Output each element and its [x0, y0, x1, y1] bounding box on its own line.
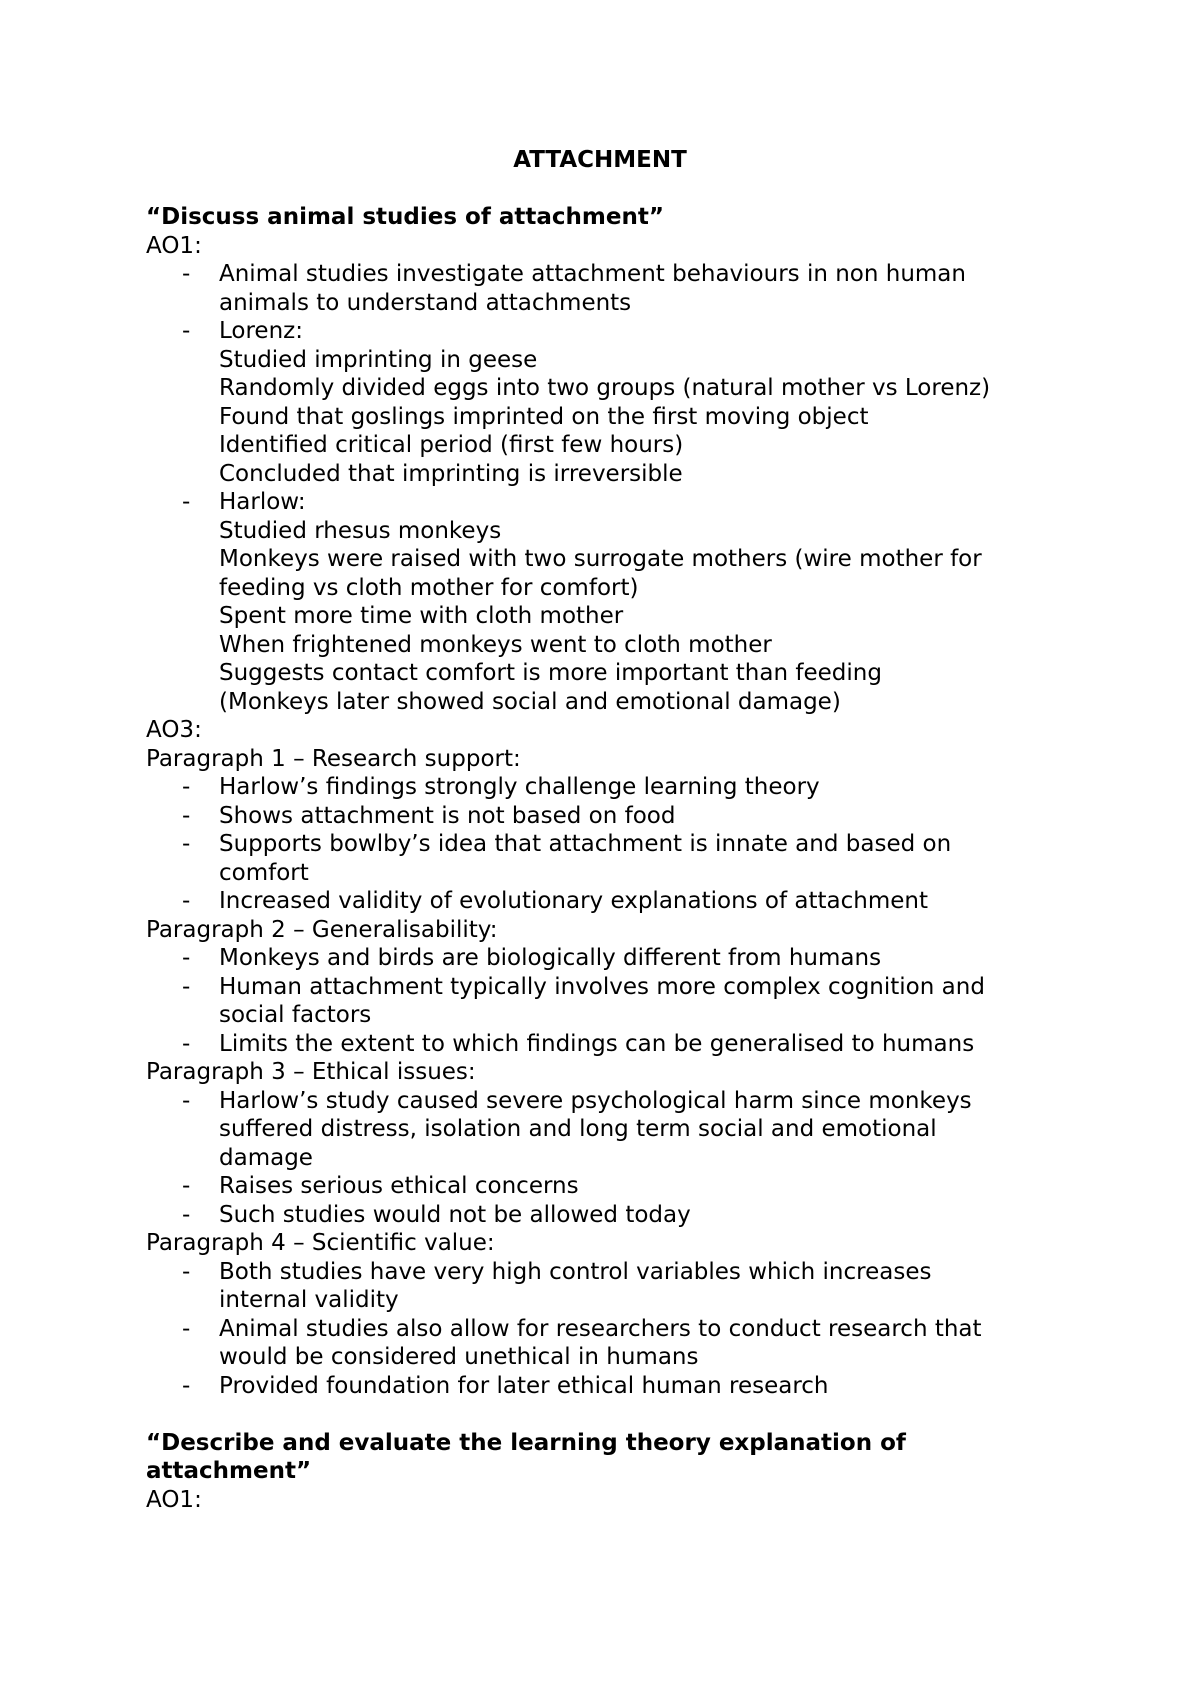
list-item: - Harlow’s findings strongly challenge learning theory: [182, 774, 820, 800]
list-item: - Monkeys and birds are biologically different from humans: [182, 945, 882, 971]
bullet-dash: -: [182, 261, 191, 287]
question-1-heading: “Discuss animal studies of attachment”: [146, 204, 664, 230]
paragraph-1-list: [146, 773, 1076, 916]
question-2-heading-line-1: “Describe and evaluate the learning theory explanation of: [146, 1429, 906, 1456]
bullet-dash: -: [182, 1087, 191, 1114]
bullet-dash: -: [182, 888, 191, 914]
bullet-dash: -: [182, 489, 191, 515]
paragraph-1-heading: Paragraph 1 – Research support:: [146, 745, 521, 772]
list-item: - Harlow’s study caused severe psychological harm since monkeys suffered distress, isolation and long term social and emotional damage: [182, 1087, 972, 1171]
list-item: - Supports bowlby’s idea that attachment is innate and based on comfort: [182, 831, 952, 886]
list-item-harlow: - Harlow: Studied rhesus monkeys Monkeys were raised with two surrogate mothers (wire mother for feeding vs cloth mother for comfort) Spent more time with cloth mother When frightened monkeys went to cloth mother Suggests contact comfort is more important than feeding (Monkeys later showed social and emotional damage): [182, 489, 982, 715]
question-2-heading-line-2: attachment”: [146, 1458, 312, 1484]
ao3-label: AO3:: [146, 717, 202, 743]
ao1-list: [146, 260, 1076, 716]
bullet-dash: -: [182, 1372, 191, 1399]
paragraph-3-heading: Paragraph 3 – Ethical issues:: [146, 1059, 476, 1085]
document-body: [146, 203, 1076, 1514]
ao1-label: AO1:: [146, 232, 202, 259]
paragraph-4-heading: Paragraph 4 – Scientific value:: [146, 1230, 495, 1256]
ao1-label-2: AO1:: [146, 1486, 202, 1513]
paragraph-2-list: [146, 944, 1076, 1058]
list-item: - Increased validity of evolutionary explanations of attachment: [182, 888, 929, 914]
bullet-dash: -: [182, 973, 191, 1000]
bullet-dash: -: [182, 1315, 191, 1342]
blank-line: [146, 1400, 1076, 1429]
bullet-dash: -: [182, 318, 191, 344]
bullet-dash: -: [182, 1173, 191, 1199]
paragraph-2-heading: Paragraph 2 – Generalisability:: [146, 916, 498, 943]
list-item: - Animal studies investigate attachment behaviours in non human animals to understand attachments: [182, 261, 966, 316]
bullet-dash: -: [182, 774, 191, 800]
bullet-dash: -: [182, 1201, 191, 1228]
list-item: - Both studies have very high control variables which increases internal validity: [182, 1258, 932, 1313]
bullet-dash: -: [182, 1258, 191, 1285]
list-item: - Animal studies also allow for researchers to conduct research that would be considered unethical in humans: [182, 1315, 982, 1370]
bullet-dash: -: [182, 1030, 191, 1057]
list-item: - Provided foundation for later ethical human research: [182, 1372, 829, 1399]
list-item: - Raises serious ethical concerns: [182, 1173, 579, 1199]
list-item: - Such studies would not be allowed today: [182, 1201, 691, 1228]
document-title: ATTACHMENT: [513, 147, 687, 173]
list-item: - Human attachment typically involves more complex cognition and social factors: [182, 973, 985, 1028]
list-item-lorenz: - Lorenz: Studied imprinting in geese Randomly divided eggs into two groups (natural mother vs Lorenz) Found that goslings imprinted on the first moving object Identified critical period (first few hours) Concluded that imprinting is irreversible: [182, 318, 991, 487]
bullet-dash: -: [182, 802, 191, 829]
paragraph-3-list: [146, 1087, 1076, 1230]
paragraph-4-list: [146, 1258, 1076, 1401]
bullet-dash: -: [182, 945, 191, 971]
list-item: - Shows attachment is not based on food: [182, 802, 676, 829]
list-item: - Limits the extent to which findings can be generalised to humans: [182, 1030, 975, 1057]
bullet-dash: -: [182, 831, 191, 857]
